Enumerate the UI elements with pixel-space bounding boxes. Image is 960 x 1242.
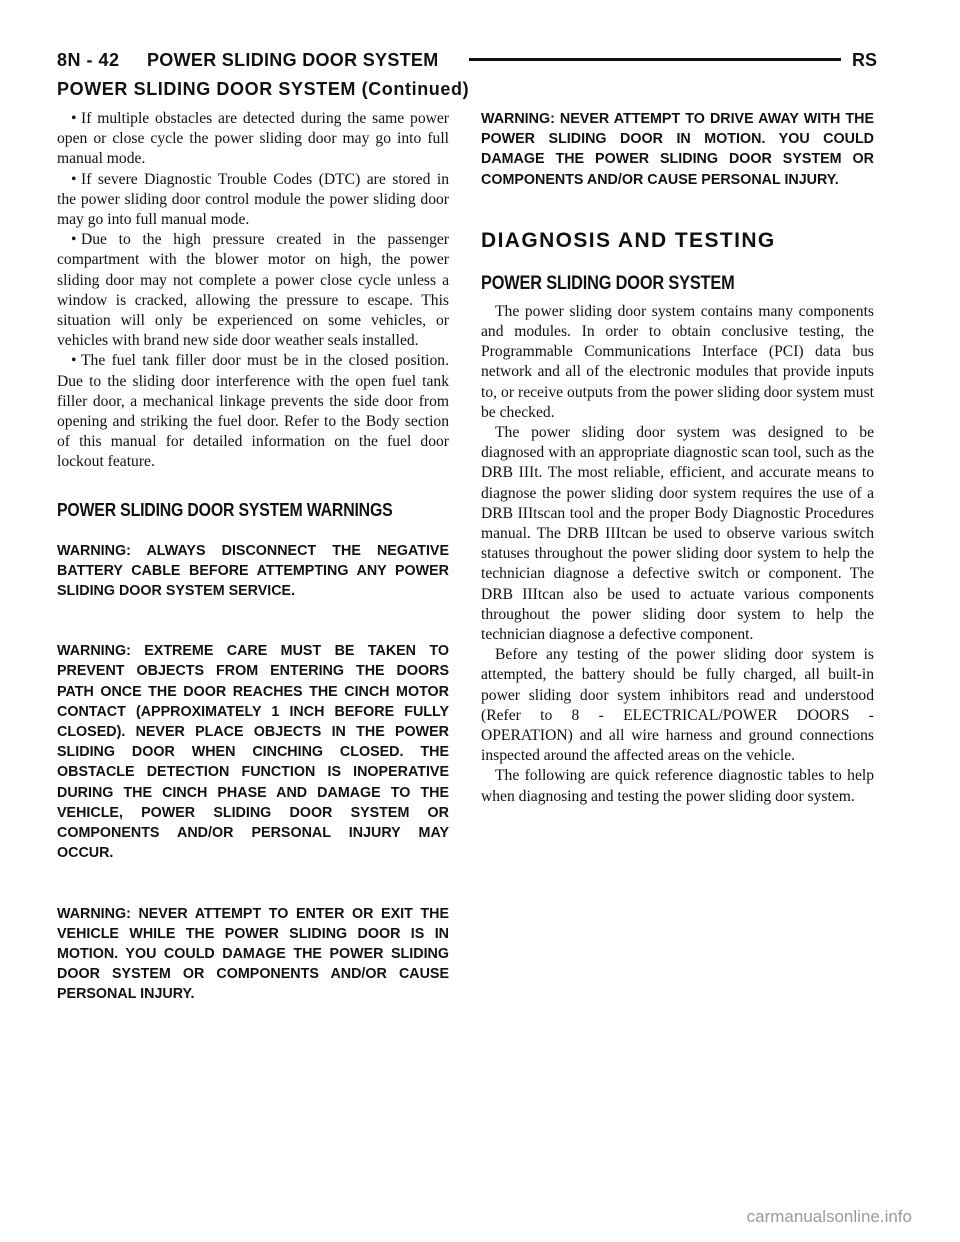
diagnosis-heading: DIAGNOSIS AND TESTING [481, 228, 776, 252]
page-header [57, 50, 877, 72]
right-column [481, 109, 874, 807]
bullet-item: • If severe Diagnostic Trouble Codes (DTC) are stored in the power sliding door control module the power sliding door may go into full manual mode. [57, 170, 449, 229]
warning-paragraph: WARNING: ALWAYS DISCONNECT THE NEGATIVE BATTERY CABLE BEFORE ATTEMPTING ANY POWER SLIDING DOOR SYSTEM SERVICE. [57, 542, 449, 600]
header-code: RS [851, 50, 877, 70]
body-paragraph: The power sliding door system contains many components and modules. In order to obtain conclusive testing, the Programmable Communications Interface (PCI) data bus network and all of the electronic modules that provide inputs to, or receive outputs from the power sliding door system must be checked. [481, 302, 874, 421]
bullet-icon: • [71, 170, 77, 188]
watermark: carmanualsonline.info [746, 1207, 912, 1226]
warning-paragraph: WARNING: EXTREME CARE MUST BE TAKEN TO PREVENT OBJECTS FROM ENTERING THE DOORS PATH ONCE THE DOOR REACHES THE CINCH MOTOR CONTACT (APPROXIMATELY 1 INCH BEFORE FULLY CLOSED). NEVER PLACE OBJECTS IN THE POWER SLIDING DOOR WHEN CINCHING CLOSED. THE OBSTACLE DETECTION FUNCTION IS INOPERATIVE DURING THE CINCH PHASE AND DAMAGE TO THE VEHICLE, POWER SLIDING DOOR SYSTEM OR COMPONENTS AND/OR PERSONAL INJURY MAY OCCUR. [57, 643, 449, 862]
bullet-item: • The fuel tank filler door must be in the closed position. Due to the sliding door interference with the open fuel tank filler door, a mechanical linkage prevents the side door from opening and striking the fuel door. Refer to the Body section of this manual for detailed information on the fuel door lockout feature. [57, 352, 449, 471]
body-paragraph: The power sliding door system was designed to be diagnosed with an appropriate diagnostic scan tool, such as the DRB IIIt. The most reliable, efficient, and accurate means to diagnose the power sliding door system requires the use of a DRB IIItscan tool and the proper Body Diagnostic Procedures manual. The DRB IIItcan be used to observe various switch statuses throughout the power sliding door system to help the technician diagnose a defective switch or component. The DRB IIItcan also be used to actuate various components throughout the power sliding door system to help the technician diagnose a defective component. [481, 424, 874, 644]
continued-title: POWER SLIDING DOOR SYSTEM (Continued) [57, 79, 470, 99]
header-section-title: POWER SLIDING DOOR SYSTEM [147, 50, 439, 70]
bullet-item: • If multiple obstacles are detected during the same power open or close cycle the power sliding door may go into full manual mode. [57, 110, 449, 168]
warnings-heading: POWER SLIDING DOOR SYSTEM WARNINGS [57, 499, 393, 520]
section-heading: POWER SLIDING DOOR SYSTEM [481, 272, 735, 294]
bullet-item: • Due to the high pressure created in the passenger compartment with the blower motor on high, the power sliding door may not complete a power close cycle unless a window is cracked, allowing the pressure to escape. This situation will only be experienced on some vehicles, or vehicles with brand new side door weather seals installed. [57, 231, 449, 350]
body-paragraph: Before any testing of the power sliding door system is attempted, the battery should be fully charged, all built-in power sliding door system inhibitors read and understood (Refer to 8 - ELECTRICAL/POWER DOORS - OPERATION) and all wire harness and ground connections inspected around the affected areas on the vehicle. [481, 646, 874, 765]
body-paragraph: The following are quick reference diagnostic tables to help when diagnosing and testing the power sliding door system. [481, 767, 874, 805]
bullet-icon: • [71, 110, 77, 127]
header-rule [469, 58, 841, 61]
left-column [57, 109, 449, 1005]
page-number: 8N - 42 [57, 50, 120, 70]
warning-paragraph: WARNING: NEVER ATTEMPT TO ENTER OR EXIT THE VEHICLE WHILE THE POWER SLIDING DOOR IS IN MOTION. YOU COULD DAMAGE THE POWER SLIDING DOOR SYSTEM OR COMPONENTS AND/OR CAUSE PERSONAL INJURY. [57, 905, 449, 1003]
bullet-icon: • [71, 352, 77, 370]
bullet-icon: • [71, 231, 77, 249]
warning-paragraph: WARNING: NEVER ATTEMPT TO DRIVE AWAY WITH THE POWER SLIDING DOOR IN MOTION. YOU COULD DAMAGE THE POWER SLIDING DOOR SYSTEM OR COMPONENTS AND/OR CAUSE PERSONAL INJURY. [481, 111, 874, 188]
